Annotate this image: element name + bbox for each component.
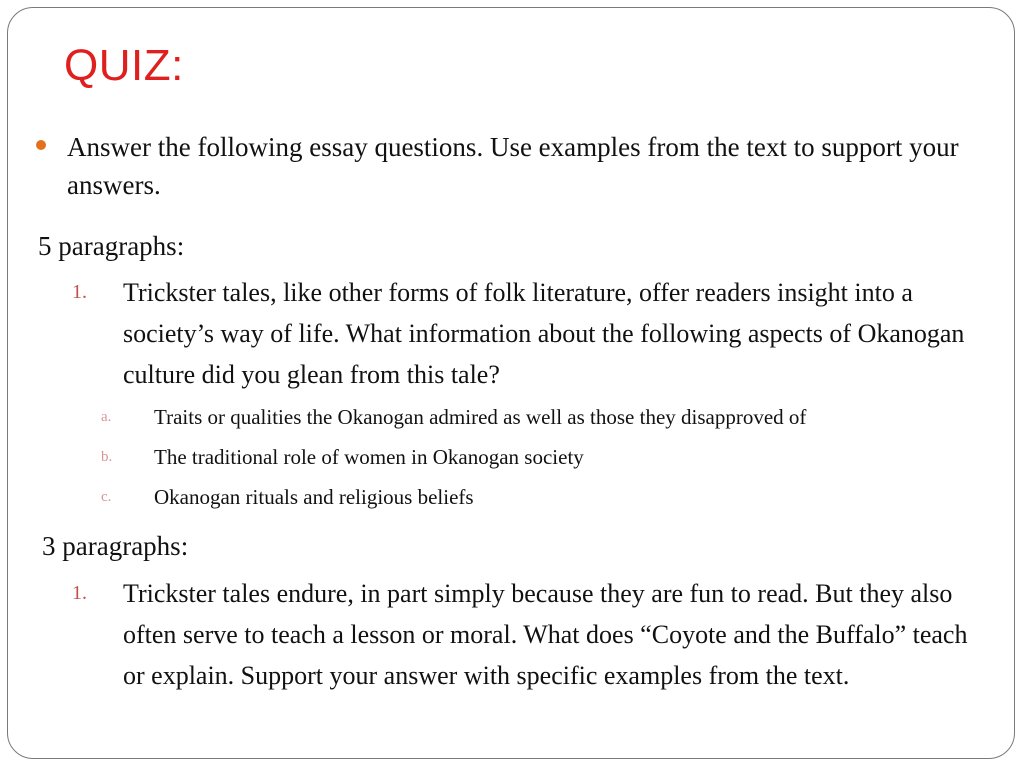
subitem-a-letter: a. <box>101 409 112 425</box>
subitem-c-text: Okanogan rituals and religious beliefs <box>154 485 474 509</box>
section-1-label: 5 paragraphs: <box>38 231 185 261</box>
slide-title: QUIZ: <box>64 41 184 90</box>
bullet-dot-icon <box>36 140 46 150</box>
section-2-item-number: 1. <box>72 582 87 604</box>
section-2-label: 3 paragraphs: <box>42 531 189 561</box>
section-1-item-number: 1. <box>72 281 87 303</box>
subitem-c-letter: c. <box>101 489 112 505</box>
section-2-item-text: Trickster tales endure, in part simply because they are fun to read. But they also often serve to teach a lesson or moral. What does “Coyote and the Buffalo” teach or explain. Support your answer with specific examples from the text. <box>123 579 968 690</box>
subitem-b-text: The traditional role of women in Okanogan society <box>154 445 584 469</box>
subitem-a-text: Traits or qualities the Okanogan admired as well as those they disapproved of <box>154 405 807 429</box>
subitem-b-letter: b. <box>101 449 113 465</box>
section-1-item-text: Trickster tales, like other forms of folk literature, offer readers insight into a society’s way of life. What information about the following aspects of Okanogan culture did you glean from this tale? <box>123 278 965 389</box>
intro-bullet-text: Answer the following essay questions. Use examples from the text to support your answers. <box>67 132 959 200</box>
